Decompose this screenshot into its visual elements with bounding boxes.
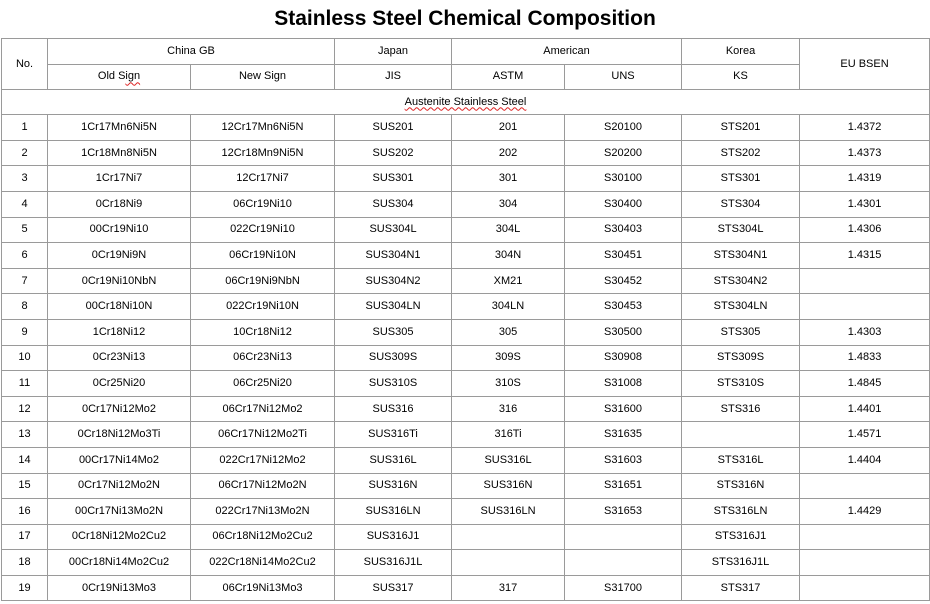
cell-astm: 304L xyxy=(452,217,565,243)
table-row xyxy=(2,191,930,217)
cell-uns xyxy=(565,524,682,550)
composition-table xyxy=(1,38,930,601)
cell-old: 0Cr18Ni9 xyxy=(48,191,191,217)
cell-uns: S30500 xyxy=(565,319,682,345)
cell-old: 00Cr19Ni10 xyxy=(48,217,191,243)
cell-no: 6 xyxy=(2,243,48,269)
cell-new: 022Cr17Ni13Mo2N xyxy=(191,499,335,525)
cell-new: 06Cr19Ni9NbN xyxy=(191,268,335,294)
cell-ks: STS310S xyxy=(682,371,800,397)
cell-ks: STS309S xyxy=(682,345,800,371)
cell-uns: S31651 xyxy=(565,473,682,499)
cell-eu: 1.4401 xyxy=(800,396,930,422)
cell-ks: STS301 xyxy=(682,166,800,192)
cell-ks xyxy=(682,422,800,448)
header-japan: Japan xyxy=(335,39,452,65)
cell-no: 17 xyxy=(2,524,48,550)
cell-no: 8 xyxy=(2,294,48,320)
cell-eu: 1.4429 xyxy=(800,499,930,525)
cell-old: 0Cr18Ni12Mo2Cu2 xyxy=(48,524,191,550)
cell-astm: 304N xyxy=(452,243,565,269)
table-row xyxy=(2,575,930,601)
cell-uns: S31603 xyxy=(565,447,682,473)
cell-new: 06Cr25Ni20 xyxy=(191,371,335,397)
cell-astm: 317 xyxy=(452,575,565,601)
cell-ks: STS304 xyxy=(682,191,800,217)
cell-eu: 1.4845 xyxy=(800,371,930,397)
cell-old: 1Cr17Ni7 xyxy=(48,166,191,192)
cell-old: 1Cr18Ni12 xyxy=(48,319,191,345)
table-row xyxy=(2,447,930,473)
header-new-sign: New Sign xyxy=(191,64,335,90)
cell-new: 06Cr18Ni12Mo2Cu2 xyxy=(191,524,335,550)
cell-eu: 1.4571 xyxy=(800,422,930,448)
cell-eu xyxy=(800,268,930,294)
header-uns: UNS xyxy=(565,64,682,90)
cell-uns: S30908 xyxy=(565,345,682,371)
cell-new: 12Cr17Mn6Ni5N xyxy=(191,115,335,141)
header-old-sign xyxy=(48,64,191,90)
header-row-standards xyxy=(2,64,930,90)
cell-ks: STS316L xyxy=(682,447,800,473)
cell-new: 12Cr17Ni7 xyxy=(191,166,335,192)
cell-no: 11 xyxy=(2,371,48,397)
cell-uns: S31635 xyxy=(565,422,682,448)
table-body xyxy=(2,39,930,601)
cell-old: 0Cr23Ni13 xyxy=(48,345,191,371)
cell-new: 12Cr18Mn9Ni5N xyxy=(191,140,335,166)
header-no: No. xyxy=(2,39,48,90)
cell-astm: 201 xyxy=(452,115,565,141)
cell-ks: STS304L xyxy=(682,217,800,243)
cell-new: 022Cr19Ni10N xyxy=(191,294,335,320)
cell-astm: 304LN xyxy=(452,294,565,320)
cell-ks: STS316 xyxy=(682,396,800,422)
table-row xyxy=(2,345,930,371)
cell-uns: S20100 xyxy=(565,115,682,141)
cell-new: 06Cr19Ni10 xyxy=(191,191,335,217)
cell-astm xyxy=(452,550,565,576)
cell-astm: 316Ti xyxy=(452,422,565,448)
cell-jis: SUS304L xyxy=(335,217,452,243)
header-ks: KS xyxy=(682,64,800,90)
cell-astm: 310S xyxy=(452,371,565,397)
header-row-groups xyxy=(2,39,930,65)
cell-old: 0Cr17Ni12Mo2N xyxy=(48,473,191,499)
cell-jis: SUS310S xyxy=(335,371,452,397)
cell-jis: SUS316LN xyxy=(335,499,452,525)
cell-ks: STS317 xyxy=(682,575,800,601)
cell-eu: 1.4301 xyxy=(800,191,930,217)
cell-jis: SUS305 xyxy=(335,319,452,345)
cell-ks: STS201 xyxy=(682,115,800,141)
cell-uns: S30100 xyxy=(565,166,682,192)
table-row xyxy=(2,319,930,345)
cell-uns: S30400 xyxy=(565,191,682,217)
cell-old: 0Cr25Ni20 xyxy=(48,371,191,397)
table-row xyxy=(2,371,930,397)
cell-old: 00Cr18Ni14Mo2Cu2 xyxy=(48,550,191,576)
cell-ks: STS316J1L xyxy=(682,550,800,576)
cell-old: 1Cr18Mn8Ni5N xyxy=(48,140,191,166)
cell-no: 9 xyxy=(2,319,48,345)
cell-old: 0Cr19Ni13Mo3 xyxy=(48,575,191,601)
cell-uns: S30452 xyxy=(565,268,682,294)
cell-eu: 1.4319 xyxy=(800,166,930,192)
cell-uns: S31600 xyxy=(565,396,682,422)
cell-astm: 301 xyxy=(452,166,565,192)
table-row xyxy=(2,243,930,269)
cell-uns: S31008 xyxy=(565,371,682,397)
cell-jis: SUS316 xyxy=(335,396,452,422)
cell-uns xyxy=(565,550,682,576)
cell-jis: SUS316J1L xyxy=(335,550,452,576)
cell-new: 022Cr17Ni12Mo2 xyxy=(191,447,335,473)
cell-jis: SUS316L xyxy=(335,447,452,473)
header-astm: ASTM xyxy=(452,64,565,90)
cell-ks: STS304N2 xyxy=(682,268,800,294)
header-eu-bsen: EU BSEN xyxy=(800,39,930,90)
cell-no: 16 xyxy=(2,499,48,525)
table-row xyxy=(2,396,930,422)
table-row xyxy=(2,140,930,166)
cell-jis: SUS201 xyxy=(335,115,452,141)
cell-astm xyxy=(452,524,565,550)
cell-no: 15 xyxy=(2,473,48,499)
cell-ks: STS304N1 xyxy=(682,243,800,269)
section-row xyxy=(2,90,930,115)
cell-eu: 1.4306 xyxy=(800,217,930,243)
cell-no: 7 xyxy=(2,268,48,294)
cell-astm: 305 xyxy=(452,319,565,345)
cell-eu: 1.4315 xyxy=(800,243,930,269)
cell-ks: STS316J1 xyxy=(682,524,800,550)
cell-astm: SUS316L xyxy=(452,447,565,473)
table-row xyxy=(2,268,930,294)
cell-eu: 1.4404 xyxy=(800,447,930,473)
table-row xyxy=(2,473,930,499)
cell-no: 4 xyxy=(2,191,48,217)
cell-jis: SUS304LN xyxy=(335,294,452,320)
cell-ks: STS316N xyxy=(682,473,800,499)
cell-jis: SUS316N xyxy=(335,473,452,499)
section-title xyxy=(2,90,930,115)
cell-jis: SUS316J1 xyxy=(335,524,452,550)
cell-no: 12 xyxy=(2,396,48,422)
cell-old: 00Cr18Ni10N xyxy=(48,294,191,320)
cell-no: 2 xyxy=(2,140,48,166)
cell-new: 06Cr17Ni12Mo2Ti xyxy=(191,422,335,448)
table-row xyxy=(2,499,930,525)
cell-old: 00Cr17Ni14Mo2 xyxy=(48,447,191,473)
cell-no: 13 xyxy=(2,422,48,448)
cell-ks: STS304LN xyxy=(682,294,800,320)
table-row xyxy=(2,115,930,141)
cell-jis: SUS317 xyxy=(335,575,452,601)
cell-jis: SUS309S xyxy=(335,345,452,371)
cell-new: 022Cr18Ni14Mo2Cu2 xyxy=(191,550,335,576)
cell-jis: SUS316Ti xyxy=(335,422,452,448)
cell-eu: 1.4303 xyxy=(800,319,930,345)
page-title: Stainless Steel Chemical Composition xyxy=(274,7,656,30)
cell-jis: SUS304 xyxy=(335,191,452,217)
cell-eu xyxy=(800,473,930,499)
cell-astm: SUS316LN xyxy=(452,499,565,525)
cell-astm: 316 xyxy=(452,396,565,422)
cell-astm: 304 xyxy=(452,191,565,217)
header-korea: Korea xyxy=(682,39,800,65)
cell-new: 06Cr19Ni10N xyxy=(191,243,335,269)
table-row xyxy=(2,550,930,576)
cell-ks: STS202 xyxy=(682,140,800,166)
cell-no: 19 xyxy=(2,575,48,601)
cell-eu: 1.4833 xyxy=(800,345,930,371)
cell-astm: 202 xyxy=(452,140,565,166)
cell-eu xyxy=(800,550,930,576)
cell-jis: SUS304N1 xyxy=(335,243,452,269)
cell-new: 06Cr23Ni13 xyxy=(191,345,335,371)
cell-no: 14 xyxy=(2,447,48,473)
cell-jis: SUS301 xyxy=(335,166,452,192)
cell-old: 1Cr17Mn6Ni5N xyxy=(48,115,191,141)
header-old-sign-text: Old S xyxy=(97,70,126,83)
cell-old: 00Cr17Ni13Mo2N xyxy=(48,499,191,525)
cell-old: 0Cr19Ni9N xyxy=(48,243,191,269)
header-jis: JIS xyxy=(335,64,452,90)
header-american: American xyxy=(452,39,682,65)
cell-astm: SUS316N xyxy=(452,473,565,499)
cell-new: 10Cr18Ni12 xyxy=(191,319,335,345)
cell-uns: S31700 xyxy=(565,575,682,601)
section-title-text: Austenite Stainless Steel xyxy=(404,95,527,108)
cell-uns: S31653 xyxy=(565,499,682,525)
table-row xyxy=(2,294,930,320)
cell-eu: 1.4373 xyxy=(800,140,930,166)
cell-no: 10 xyxy=(2,345,48,371)
spellcheck-mark: ign xyxy=(125,70,141,83)
cell-jis: SUS304N2 xyxy=(335,268,452,294)
cell-new: 06Cr17Ni12Mo2N xyxy=(191,473,335,499)
cell-new: 06Cr19Ni13Mo3 xyxy=(191,575,335,601)
cell-ks: STS316LN xyxy=(682,499,800,525)
cell-no: 18 xyxy=(2,550,48,576)
table-row xyxy=(2,422,930,448)
cell-no: 5 xyxy=(2,217,48,243)
cell-old: 0Cr19Ni10NbN xyxy=(48,268,191,294)
table-row xyxy=(2,166,930,192)
cell-eu xyxy=(800,524,930,550)
cell-astm: 309S xyxy=(452,345,565,371)
cell-uns: S20200 xyxy=(565,140,682,166)
table-row xyxy=(2,524,930,550)
cell-new: 06Cr17Ni12Mo2 xyxy=(191,396,335,422)
table-row xyxy=(2,217,930,243)
cell-eu xyxy=(800,575,930,601)
cell-astm: XM21 xyxy=(452,268,565,294)
cell-eu: 1.4372 xyxy=(800,115,930,141)
cell-no: 3 xyxy=(2,166,48,192)
header-china-gb: China GB xyxy=(48,39,335,65)
cell-new: 022Cr19Ni10 xyxy=(191,217,335,243)
cell-uns: S30453 xyxy=(565,294,682,320)
cell-jis: SUS202 xyxy=(335,140,452,166)
cell-old: 0Cr17Ni12Mo2 xyxy=(48,396,191,422)
cell-eu xyxy=(800,294,930,320)
cell-uns: S30403 xyxy=(565,217,682,243)
cell-ks: STS305 xyxy=(682,319,800,345)
cell-no: 1 xyxy=(2,115,48,141)
cell-uns: S30451 xyxy=(565,243,682,269)
cell-old: 0Cr18Ni12Mo3Ti xyxy=(48,422,191,448)
